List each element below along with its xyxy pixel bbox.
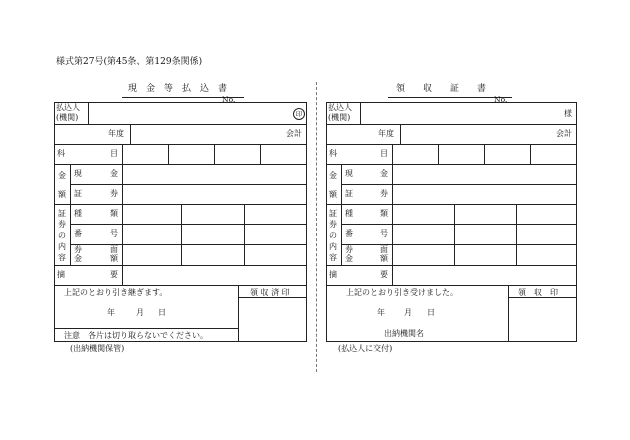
stamp-header-line [508,297,577,298]
row-line [326,265,577,266]
date-year: 年 [107,308,115,317]
date-month: 月 [404,308,412,317]
row-line [341,224,577,225]
col-line [454,204,455,265]
securities-content-vertical-label [328,208,338,263]
treasury-name-label: 出納機関名 [384,329,424,338]
label-char: 証 [58,209,66,218]
cut-line [316,82,317,372]
label-char: 券 [345,245,353,254]
label-char: 番 [74,229,82,238]
col-line [438,144,439,164]
amount-vertical-label [57,170,67,200]
row-line [326,204,577,205]
label-char: 券 [380,189,388,198]
label-char: 証 [74,189,82,198]
label-char: 科 [329,149,337,158]
received-text: 上記のとおり引き受けました。 [346,288,458,297]
number-label [74,230,118,238]
fiscal-year-label: 年度 [378,129,394,138]
col-line [130,124,131,144]
securities-label [74,190,118,198]
date-month: 月 [136,308,144,317]
row-line [54,144,307,145]
row-line [54,285,307,286]
row-line [326,144,577,145]
label-char: 額 [58,190,66,199]
type-label [345,210,388,218]
col-line [508,285,509,342]
label-char: の [329,231,337,240]
payment-slip-title: 現 金 等 払 込 書 [128,84,228,94]
receipt-stamp-label: 領 収 印 [518,288,558,297]
face-amount-label [345,255,388,263]
note-text: 注意 各片は切り取らないでください。 [64,331,208,340]
col-line [122,144,123,285]
label-char: 内 [329,242,337,251]
payer-label: 払込人 [56,103,80,112]
footer-note: (払込人に交付) [338,344,393,353]
payer-label: 払込人 [328,103,352,112]
label-char: 額 [329,190,337,199]
label-char: 券 [329,220,337,229]
face-value-label [74,246,118,254]
label-char: 摘 [329,270,337,279]
receipt-title: 領 収 証 書 [396,84,487,94]
amount-vertical-label [328,170,338,200]
honorific-label: 様 [564,109,572,118]
payer-label-org: (機関) [328,113,351,122]
row-line [326,285,577,286]
summary-label [329,271,388,279]
summary-label [57,271,118,279]
label-char: 目 [110,149,118,158]
row-line [326,164,577,165]
label-char: 面 [380,245,388,254]
label-char: 容 [58,253,66,262]
transfer-text: 上記のとおり引き継ぎます。 [64,288,168,297]
label-char: 金 [345,254,353,263]
label-char: 種 [345,209,353,218]
col-line [181,204,182,265]
label-char: 容 [329,253,337,262]
label-char: 類 [110,209,118,218]
label-char: 号 [110,229,118,238]
col-line [88,102,89,124]
stamp-header-line [238,297,307,298]
row-line [54,265,307,266]
date-year: 年 [377,308,385,317]
col-line [516,204,517,265]
label-char: 要 [110,270,118,279]
label-char: 摘 [57,270,65,279]
label-char: 類 [380,209,388,218]
slip-no-label: No. [222,95,236,104]
seal-mark: 印 [293,108,305,120]
label-char: 現 [74,169,82,178]
col-line [341,164,342,265]
label-char: の [58,231,66,240]
label-char: 券 [110,189,118,198]
fiscal-year-label: 年度 [108,129,124,138]
total-label: 会計 [286,129,302,138]
form-number: 様式第27号(第45条、第129条関係) [56,57,203,67]
label-char: 号 [380,229,388,238]
row-line [326,124,577,125]
col-line [214,144,215,164]
type-label [74,210,118,218]
label-char: 額 [380,254,388,263]
col-line [168,144,169,164]
face-amount-label [74,255,118,263]
receipt-frame [326,102,577,342]
col-line [530,144,531,164]
cash-label [345,170,388,178]
label-char: 金 [74,254,82,263]
note-line [54,328,238,329]
cash-label [74,170,118,178]
label-char: 科 [57,149,65,158]
row-line [341,244,577,245]
label-char: 目 [380,149,388,158]
label-char: 券 [74,245,82,254]
row-line [54,164,307,165]
col-line [260,144,261,164]
total-label: 会計 [556,129,572,138]
col-line [392,144,393,285]
col-line [484,144,485,164]
label-char: 種 [74,209,82,218]
subject-label [329,150,388,158]
subject-label [57,150,118,158]
row-line [70,224,307,225]
row-line [54,124,307,125]
col-line [244,204,245,265]
label-char: 証 [329,209,337,218]
footer-note: (出納機関保管) [70,344,125,353]
label-char: 金 [110,169,118,178]
label-char: 金 [329,171,337,180]
payer-label-org: (機関) [56,113,79,122]
receipt-stamp-label: 領 収 済 印 [250,288,290,297]
date-day: 日 [158,308,166,317]
securities-content-vertical-label [57,208,67,263]
label-char: 証 [345,189,353,198]
number-label [345,230,388,238]
col-line [70,164,71,265]
face-value-label [345,246,388,254]
label-char: 面 [110,245,118,254]
receipt-no-label: No. [494,95,508,104]
col-line [360,102,361,124]
row-line [341,184,577,185]
col-line [400,124,401,144]
securities-label [345,190,388,198]
label-char: 金 [380,169,388,178]
label-char: 現 [345,169,353,178]
label-char: 番 [345,229,353,238]
date-day: 日 [427,308,435,317]
label-char: 金 [58,171,66,180]
label-char: 要 [380,270,388,279]
label-char: 内 [58,242,66,251]
label-char: 額 [110,254,118,263]
label-char: 券 [58,220,66,229]
col-line [238,285,239,342]
row-line [70,244,307,245]
row-line [70,184,307,185]
